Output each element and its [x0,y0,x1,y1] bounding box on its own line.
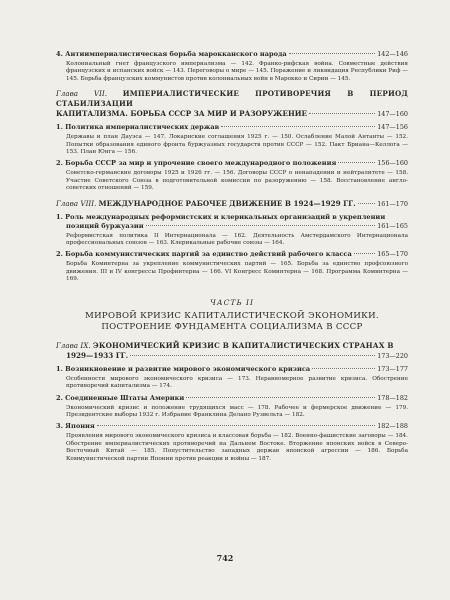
toc-page-range: 173—177 [377,364,408,373]
toc-section-heading[interactable] [56,213,408,222]
toc-section-title: 1. Роль международных реформистских и клерикальных организаций в укреплении [56,212,386,221]
toc-chapter-heading[interactable] [56,199,408,209]
toc-chapter-heading[interactable] [56,341,408,351]
toc-section-title: 2. Борьба коммунистических партий за единство действий рабочего класса [56,250,352,259]
toc-page-range: 182—188 [377,422,408,431]
toc-section-description: Колониальный гнет французского империализма — 142. Франко-рифская война. Совместные действия французских и испанских войск — 143. Переговоры о мире — 145. Поражение и ликвидация Республики Риф — 145. Борьба французских коммунистов против колониальных войн в Марокко и Сирии — 145. [66,61,408,82]
toc-section-heading[interactable] [56,50,408,59]
toc-section-title: 2. Соединенные Штаты Америки [56,393,185,402]
leader-dots [338,162,375,163]
toc-section-description: Экономический кризис и положение трудящихся масс — 178. Рабочее и фермерское движение — 179. Президентские выборы 1932 г. Избрание Франклина Делано Рузвельта — 182. [66,404,408,418]
leader-dots [97,425,375,426]
toc-page-range: 165—170 [377,250,408,259]
part-label: ЧАСТЬ II [209,297,255,307]
leader-dots [312,368,375,369]
toc-section-title: 2. Борьба СССР за мир и упрочение своего международного положения [56,159,337,168]
toc-section-reformist-orgs [56,213,408,248]
toc-page-range: 142—146 [377,50,408,58]
leader-dots [289,53,376,54]
toc-section-description: Борьба Коминтерна за укрепление коммунистических партий — 165. Борьба за единство профсоюзного движения. III и IV конгрессы Профинтерна — 166. VI Конгресс Коминтерна — 168. Программа Коминтерна — 169. [66,261,408,283]
chapter-title: МЕЖДУНАРОДНОЕ РАБОЧЕЕ ДВИЖЕНИЕ В 1924—1929 ГГ. [98,198,356,208]
leader-dots [146,225,376,226]
toc-section-moroccan-struggle [56,50,408,83]
toc-chapter-heading-last[interactable] [56,109,408,119]
page-number: 742 [216,553,234,563]
toc-section-description: Реформистская политика II Интернационала — 162. Деятельность Амстердамского Интернационала профессиональных союзов — 163. Клерикальные рабочие союзы — 164. [66,232,408,247]
toc-section-heading[interactable] [56,365,408,374]
toc-chapter-8 [56,199,408,209]
toc-section-title: 1. Политика империалистических держав [56,123,220,132]
toc-page-range: 178—182 [377,393,408,402]
chapter-number: Глава IX. [56,340,91,350]
toc-page-range: 147—160 [377,110,408,119]
toc-chapter-9 [56,341,408,361]
toc-section-description: Державы и план Дауэса — 147. Локарнские соглашения 1925 г. — 150. Ослабление Малой Антанты — 152. Попытки образования единого фронта буржуазных государств против СССР — 152. Пакт Бриана—Келлога — 153. План Юнга — 156. [66,134,408,156]
toc-section-title: 3. Япония [56,422,95,431]
toc-section-crisis-development [56,365,408,391]
toc-page-range: 156—160 [377,159,408,168]
toc-section-description: Особенности мирового экономического кризиса — 173. Неравномерное развитие кризиса. Обострение противоречий капитализма — 174. [66,375,408,390]
toc-section-heading[interactable] [56,159,408,168]
leader-dots [186,397,375,398]
toc-section-description: Советско-германские договоры 1925 и 1926 гг. — 156. Договоры СССР о ненападении и нейтралитете — 158. Участие Советского Союза в подготовительной комиссии по разоружению — 158. Восстановление англо-советских отношений — 159. [66,170,408,192]
toc-section-heading[interactable] [56,422,408,431]
toc-chapter-7 [56,89,408,119]
part-title-line: ПОСТРОЕНИЕ ФУНДАМЕНТА СОЦИАЛИЗМА В СССР [101,321,363,332]
leader-dots [221,126,375,127]
chapter-title-continued: КАПИТАЛИЗМА. БОРЬБА СССР ЗА МИР И РАЗОРУЖЕНИЕ [56,109,308,119]
chapter-title: ИМПЕРИАЛИСТИЧЕСКИЕ ПРОТИВОРЕЧИЯ В ПЕРИОД СТАБИЛИЗАЦИИ [56,89,408,109]
leader-dots [354,253,375,254]
chapter-title: ЭКОНОМИЧЕСКИЙ КРИЗИС В КАПИТАЛИСТИЧЕСКИХ СТРАНАХ В [92,340,394,350]
leader-dots [309,113,375,114]
toc-section-japan [56,422,408,463]
toc-section-heading-last[interactable] [56,222,408,231]
toc-section-ussr-peace [56,159,408,192]
toc-section-heading[interactable] [56,123,408,132]
toc-page-range: 173—220 [377,351,408,360]
chapter-title-continued: 1929—1933 ГГ. [66,350,129,360]
toc-section-heading[interactable] [56,394,408,403]
part-title [56,311,408,333]
toc-chapter-heading-last[interactable] [56,351,408,361]
toc-chapter-heading[interactable] [56,89,408,109]
toc-page-range: 147—156 [377,123,408,132]
leader-dots [130,355,375,356]
leader-dots [358,203,376,204]
toc-section-description: Проявления мирового экономического кризиса и классовая борьба — 182. Военно-фашистские заговоры — 184. Обострение империалистических противоречий на Дальнем Востоке. Вторжение японских войск в Северо-Восточный Китай — 185. Попустительство западных держав японской агрессии — 186. Борьба Коммунистической партии Японии против реакции и войны — 187. [66,433,408,462]
toc-page-range: 161—165 [377,221,408,230]
toc-section-heading[interactable] [56,250,408,259]
toc-page-range: 161—170 [377,199,408,208]
part-title-line: МИРОВОЙ КРИЗИС КАПИТАЛИСТИЧЕСКОЙ ЭКОНОМИКИ. [85,310,379,321]
toc-section-imperialist-policy [56,123,408,156]
toc-section-title: 4. Антиимпериалистическая борьба марокканского народа [56,50,287,58]
toc-section-title-continued: позиций буржуазии [66,221,144,230]
toc-section-usa [56,394,408,420]
chapter-number: Глава VIII. [56,198,97,208]
table-of-contents [56,50,408,466]
chapter-number: Глава VII. [56,89,107,99]
toc-section-communist-unity [56,250,408,283]
toc-section-title: 1. Возникновение и развитие мирового экономического кризиса [56,364,311,373]
